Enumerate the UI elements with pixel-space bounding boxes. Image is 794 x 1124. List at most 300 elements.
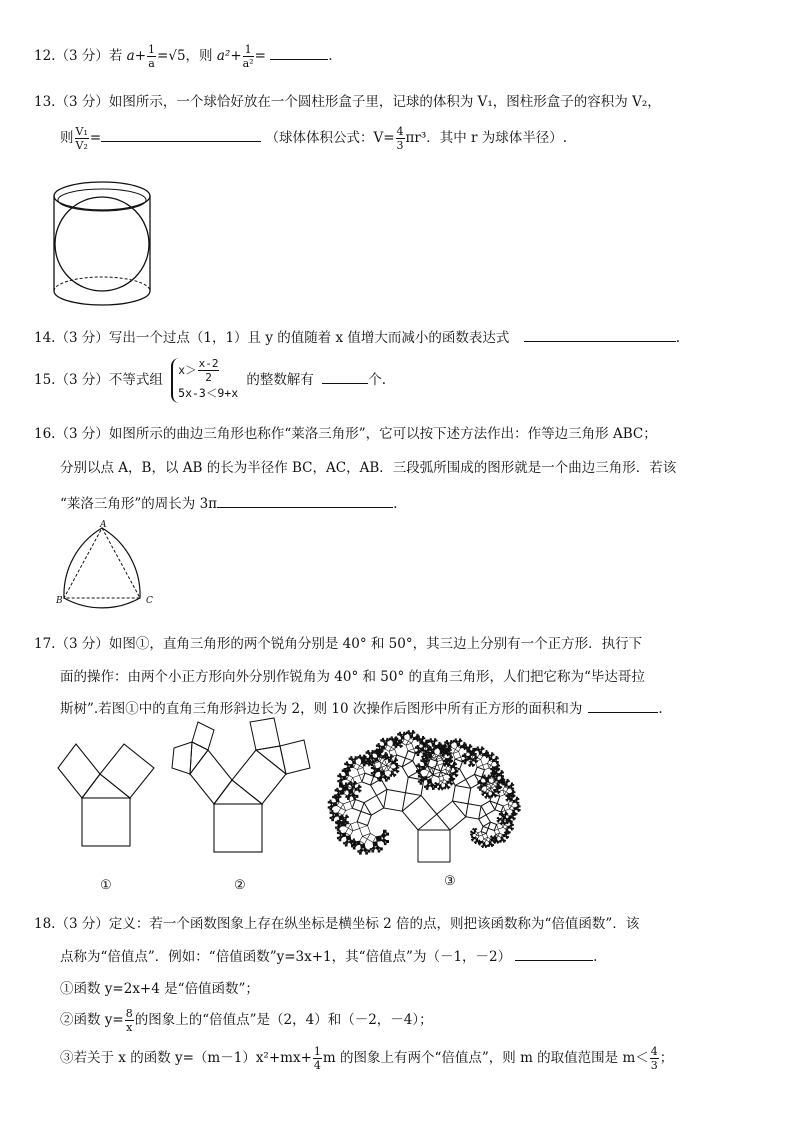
tree-square (402, 761, 418, 777)
question-18-line1: 18.（3 分）定义：若一个函数图象上存在纵坐标是横坐标 2 倍的点，则把该函数称为“倍值函数”．该 (34, 916, 640, 932)
tree-square (364, 796, 384, 816)
tree-square (337, 828, 339, 830)
q13-fraction (75, 126, 89, 151)
tree-square (466, 804, 481, 819)
q12-eq: = (157, 48, 169, 64)
q17-line3-end: . (658, 701, 663, 717)
tree-square (346, 821, 348, 823)
tree-square (508, 793, 509, 794)
tree-square (385, 745, 391, 751)
tree-square (451, 760, 452, 761)
tree-square (346, 762, 347, 763)
tree-square (420, 748, 424, 752)
tree-square (455, 764, 456, 765)
q12-var-a: a (126, 48, 135, 64)
tree-square (503, 825, 507, 829)
tree-square (483, 748, 484, 749)
q18-item3-num: 1 (313, 1045, 321, 1058)
tree-square (461, 740, 462, 741)
tree-square (460, 745, 463, 748)
tree-square (445, 748, 449, 752)
tree-square (497, 842, 498, 843)
tree-square (418, 764, 419, 765)
q12-frac-num: 1 (148, 43, 156, 56)
tree-square (513, 819, 514, 820)
tree-square (363, 755, 364, 756)
tree-square (335, 827, 337, 829)
tree-square (354, 798, 356, 800)
tree-square (359, 852, 361, 854)
tree-square (350, 770, 351, 771)
tree-square (359, 849, 363, 853)
q18-item3-num2: 4 (650, 1045, 658, 1058)
q12-frac2-den: a² (242, 57, 254, 70)
q18-item3-pre: ③若关于 x 的函数 y=（m－1）x²+mx+ (60, 1050, 312, 1066)
question-12 (34, 44, 333, 69)
tree-square (464, 758, 468, 762)
tree-square (405, 751, 415, 761)
tree-square (484, 775, 485, 776)
tree-square (387, 777, 389, 779)
tree-square (384, 843, 386, 845)
tree-square (456, 776, 457, 777)
tree-square (424, 786, 426, 788)
tree-square (517, 808, 519, 810)
tree-square (339, 835, 343, 839)
tree-square (340, 796, 341, 797)
q18-item2-frac (125, 1008, 134, 1033)
tree-square (381, 833, 386, 838)
tree-square (502, 772, 503, 773)
tree-square (516, 801, 518, 803)
tree-square (395, 737, 396, 738)
tree-square (332, 815, 336, 819)
q13-frac-den: V₂ (75, 139, 88, 152)
tree-square (349, 764, 353, 768)
tree-square (442, 745, 443, 746)
q18-item2-num: 8 (125, 1007, 133, 1020)
tree-square (346, 796, 348, 798)
q18-item3-den: 4 (313, 1059, 321, 1072)
tree-square (494, 829, 499, 834)
tree-square (338, 780, 340, 782)
q13-formula-pre: （球体体积公式：V= (265, 130, 395, 146)
tree-square (445, 758, 446, 759)
q13-formula-fraction (396, 126, 405, 151)
tree-square (335, 795, 337, 797)
tree-square (371, 764, 373, 766)
tree-square (506, 818, 509, 821)
tree-square (439, 776, 444, 781)
tree-square (353, 763, 359, 769)
tree-square (424, 738, 425, 739)
q12-plus: + (134, 48, 147, 64)
tree-square (468, 765, 469, 766)
tree-square (513, 800, 516, 803)
tree-square (504, 783, 507, 786)
tree-square (378, 850, 380, 852)
question-16-line2: 分别以点 A，B，以 AB 的长为半径作 BC，AC，AB．三段弧所围成的图形就是一个曲边三角形．若该 (60, 460, 677, 476)
tree-square (354, 758, 357, 761)
tree-square (502, 834, 505, 837)
tree-square (355, 788, 358, 791)
tree-square (486, 757, 487, 758)
tree-square (330, 800, 331, 801)
tree-square (418, 830, 450, 862)
question-16-line3 (60, 492, 397, 512)
tree-square (336, 822, 338, 824)
tree-square (360, 836, 367, 843)
tree-square (508, 786, 511, 789)
tree-square (489, 797, 490, 798)
tree-square (347, 816, 348, 817)
tree-square (347, 775, 353, 781)
tree-square (507, 833, 508, 834)
tree-square (367, 833, 376, 842)
tree-square (485, 847, 486, 848)
q17-answer-blank[interactable] (588, 700, 658, 713)
tree-square (377, 754, 380, 757)
tree-square (457, 743, 460, 746)
tree-square (360, 844, 365, 849)
tree-square (330, 808, 332, 810)
caption-2: ② (234, 878, 246, 893)
tree-square (519, 806, 520, 807)
tree-square (497, 820, 498, 821)
tree-square (478, 787, 480, 789)
tree-square (353, 847, 355, 849)
tree-square (433, 740, 436, 743)
tree-square (358, 789, 360, 791)
tree-square (338, 824, 340, 826)
tree-square (328, 807, 330, 809)
tree-square (333, 802, 337, 806)
tree-square (494, 789, 497, 792)
tree-square (383, 775, 387, 779)
q13-answer-blank[interactable] (101, 129, 261, 142)
tree-square (332, 819, 334, 821)
tree-square (339, 791, 341, 793)
tree-square (491, 846, 492, 847)
tree-square (503, 787, 508, 792)
q12-answer-blank[interactable] (270, 47, 328, 60)
tree-square (346, 828, 353, 835)
tree-square (430, 739, 431, 740)
tree-square (382, 738, 383, 739)
tree-square (483, 763, 489, 769)
tree-square (513, 784, 514, 785)
tree-square (378, 752, 380, 754)
tree-square (514, 792, 515, 793)
tree-square (477, 747, 478, 748)
tree-square (337, 802, 343, 808)
tree-square (382, 838, 386, 842)
tree-square (385, 779, 387, 781)
q14-end: . (675, 330, 681, 346)
tree-square (361, 762, 363, 764)
q13-frac-num: V₁ (75, 125, 88, 138)
tree-square (451, 784, 452, 785)
tree-square (501, 812, 502, 813)
q12-fraction (147, 44, 156, 69)
tree-square (343, 842, 345, 844)
q18-item3-frac (313, 1046, 322, 1071)
tree-square (351, 793, 355, 797)
tree-square (401, 736, 404, 739)
tree-square (396, 760, 397, 761)
tree-square (449, 742, 452, 745)
tree-square (426, 784, 430, 788)
tree-square (503, 841, 504, 842)
tree-square (499, 765, 500, 766)
q15-row1-den: 2 (205, 371, 212, 384)
tree-square (507, 826, 510, 829)
q15-post: 的整数解有 (246, 372, 314, 388)
tree-square (471, 839, 472, 840)
tree-square (388, 767, 392, 771)
tree-square (417, 745, 418, 746)
tree-square (417, 754, 419, 756)
tree-square (488, 822, 496, 830)
tree-square (438, 745, 439, 746)
tree-square (417, 740, 418, 741)
tree-square (495, 842, 496, 843)
tree-square (471, 831, 472, 832)
tree-square (425, 752, 426, 753)
tree-square (416, 770, 418, 772)
tree-square (479, 785, 483, 789)
label-c: C (146, 596, 153, 606)
tree-square (479, 780, 480, 781)
tree-square (455, 739, 456, 740)
tree-square (446, 740, 447, 741)
tree-square (384, 742, 387, 745)
tree-square (506, 781, 509, 784)
tree-square (345, 816, 348, 819)
tree-square (503, 804, 509, 810)
tree-square (498, 817, 499, 818)
tree-square (510, 827, 512, 829)
tree-square (388, 759, 391, 762)
q16-line3-end: . (393, 496, 398, 512)
tree-square (464, 762, 466, 764)
tree-square (346, 836, 351, 841)
tree-square (356, 795, 358, 797)
tree-square (394, 776, 395, 777)
tree-square (339, 832, 342, 835)
q15-answer-blank[interactable] (322, 371, 368, 384)
tree-square (372, 850, 374, 852)
tree-square (458, 740, 461, 743)
tree-square (432, 753, 438, 759)
tree-square (502, 779, 503, 780)
tree-square (363, 764, 365, 766)
tree-square (473, 828, 474, 829)
tree-square (479, 751, 482, 754)
q12-frac-den: a (148, 57, 155, 70)
tree-square (336, 799, 339, 802)
tree-square (383, 830, 386, 833)
question-18-line2 (60, 945, 597, 965)
q18-item-1: ①函数 y=2x+4 是“倍值函数”； (60, 981, 259, 997)
tree-square (348, 789, 353, 794)
tree-square (408, 730, 409, 731)
tree-square (357, 768, 365, 776)
tree-square (344, 824, 346, 826)
tree-square (337, 837, 339, 839)
tree-square (398, 739, 402, 743)
tree-square (482, 782, 486, 786)
q16-answer-blank[interactable] (217, 495, 393, 508)
tree-square (492, 759, 495, 762)
tree-square (378, 743, 379, 744)
tree-square (342, 776, 346, 780)
tree-square (351, 844, 353, 846)
tree-square (396, 770, 398, 772)
tree-square (507, 813, 508, 814)
q14-answer-blank[interactable] (524, 329, 676, 342)
q12-frac2-num: 1 (244, 43, 252, 56)
tree-square (493, 754, 494, 755)
tree-square (432, 748, 435, 751)
tree-square (479, 788, 481, 790)
tree-square (421, 740, 422, 741)
tree-square (395, 746, 397, 748)
tree-square (381, 752, 382, 753)
tree-square (424, 762, 427, 765)
tree-square (417, 750, 421, 754)
tree-square (482, 794, 483, 795)
tree-square (453, 786, 471, 804)
tree-square (455, 746, 460, 751)
tree-square (471, 746, 472, 747)
tree-square (390, 775, 391, 776)
tree-square (376, 846, 380, 850)
question-15 (34, 358, 386, 403)
tree-square (454, 774, 456, 776)
tree-square (481, 846, 482, 847)
tree-square (512, 824, 513, 825)
q12-then: ，则 (185, 48, 213, 64)
question-14 (34, 326, 680, 346)
tree-square (464, 754, 465, 755)
tree-square (374, 758, 378, 762)
tree-square (399, 744, 401, 746)
q15-row1-pre: x＞ (178, 363, 197, 377)
tree-square (498, 768, 499, 769)
tree-square (508, 781, 509, 782)
tree-square (482, 753, 485, 756)
tree-square (385, 740, 388, 743)
tree-square (369, 765, 370, 766)
tree-square (495, 804, 503, 812)
tree-square (482, 833, 487, 838)
tree-square (402, 733, 405, 736)
tree-square (353, 839, 354, 840)
tree-square (377, 778, 379, 780)
tree-square (428, 754, 432, 758)
tree-square (470, 752, 473, 755)
tree-square (371, 755, 372, 756)
tree-square (518, 798, 519, 799)
tree-square (502, 783, 503, 784)
tree-square (468, 748, 469, 749)
question-17-line1: 17.（3 分）如图①，直角三角形的两个锐角分别是 40° 和 50°，其三边上分别有一个正方形．执行下 (34, 636, 643, 652)
tree-square (504, 832, 505, 833)
label-b: B (56, 596, 63, 606)
tree-square (332, 812, 335, 815)
tree-square (478, 843, 479, 844)
tree-square (430, 783, 434, 787)
q12-end: . (328, 48, 333, 64)
tree-square (360, 786, 361, 787)
tree-square (462, 760, 464, 762)
tree-square (505, 835, 507, 837)
tree-square (499, 788, 500, 789)
pythagoras-tree-2 (172, 712, 312, 872)
tree-square (352, 800, 364, 812)
tree-square (393, 768, 396, 771)
tree-square (467, 756, 471, 760)
tree-square (446, 766, 451, 771)
tree-square (464, 749, 465, 750)
tree-square (474, 842, 475, 843)
tree-square (432, 743, 435, 746)
tree-square (490, 754, 493, 757)
tree-square (376, 768, 380, 772)
tree-square (408, 738, 413, 743)
tree-square (465, 745, 466, 746)
tree-square (345, 844, 347, 846)
tree-square (379, 779, 381, 781)
tree-square (513, 795, 514, 796)
tree-square (491, 836, 492, 837)
caption-3: ③ (444, 874, 456, 889)
tree-square (376, 836, 382, 842)
tree-square (495, 760, 497, 762)
tree-square (411, 732, 414, 735)
tree-square (381, 746, 385, 750)
q18-answer-blank[interactable] (515, 948, 593, 961)
tree-square (426, 788, 428, 790)
tree-square (371, 772, 373, 774)
q18-line2-end: . (593, 949, 598, 965)
q15-row1 (178, 358, 238, 383)
q15-inequality-system (171, 358, 238, 403)
tree-square (510, 787, 512, 789)
tree-square (487, 760, 492, 765)
tree-square (339, 782, 341, 784)
tree-square (482, 839, 486, 843)
q18-item3-den2: 3 (650, 1059, 658, 1072)
tree-square (511, 813, 512, 814)
tree-square (498, 775, 499, 776)
tree-square (352, 761, 355, 764)
tree-square (366, 852, 368, 854)
tree-square (359, 791, 360, 792)
pythagoras-tree-3 (350, 700, 570, 870)
tree-square (418, 781, 420, 783)
tree-square (423, 758, 425, 760)
tree-square (382, 750, 383, 751)
tree-square (386, 833, 388, 835)
tree-square (432, 788, 434, 790)
tree-square (511, 817, 512, 818)
pythagoras-tree-1 (50, 718, 170, 858)
tree-square (399, 732, 400, 733)
tree-square (368, 750, 369, 751)
q18-item-2 (60, 1008, 433, 1033)
